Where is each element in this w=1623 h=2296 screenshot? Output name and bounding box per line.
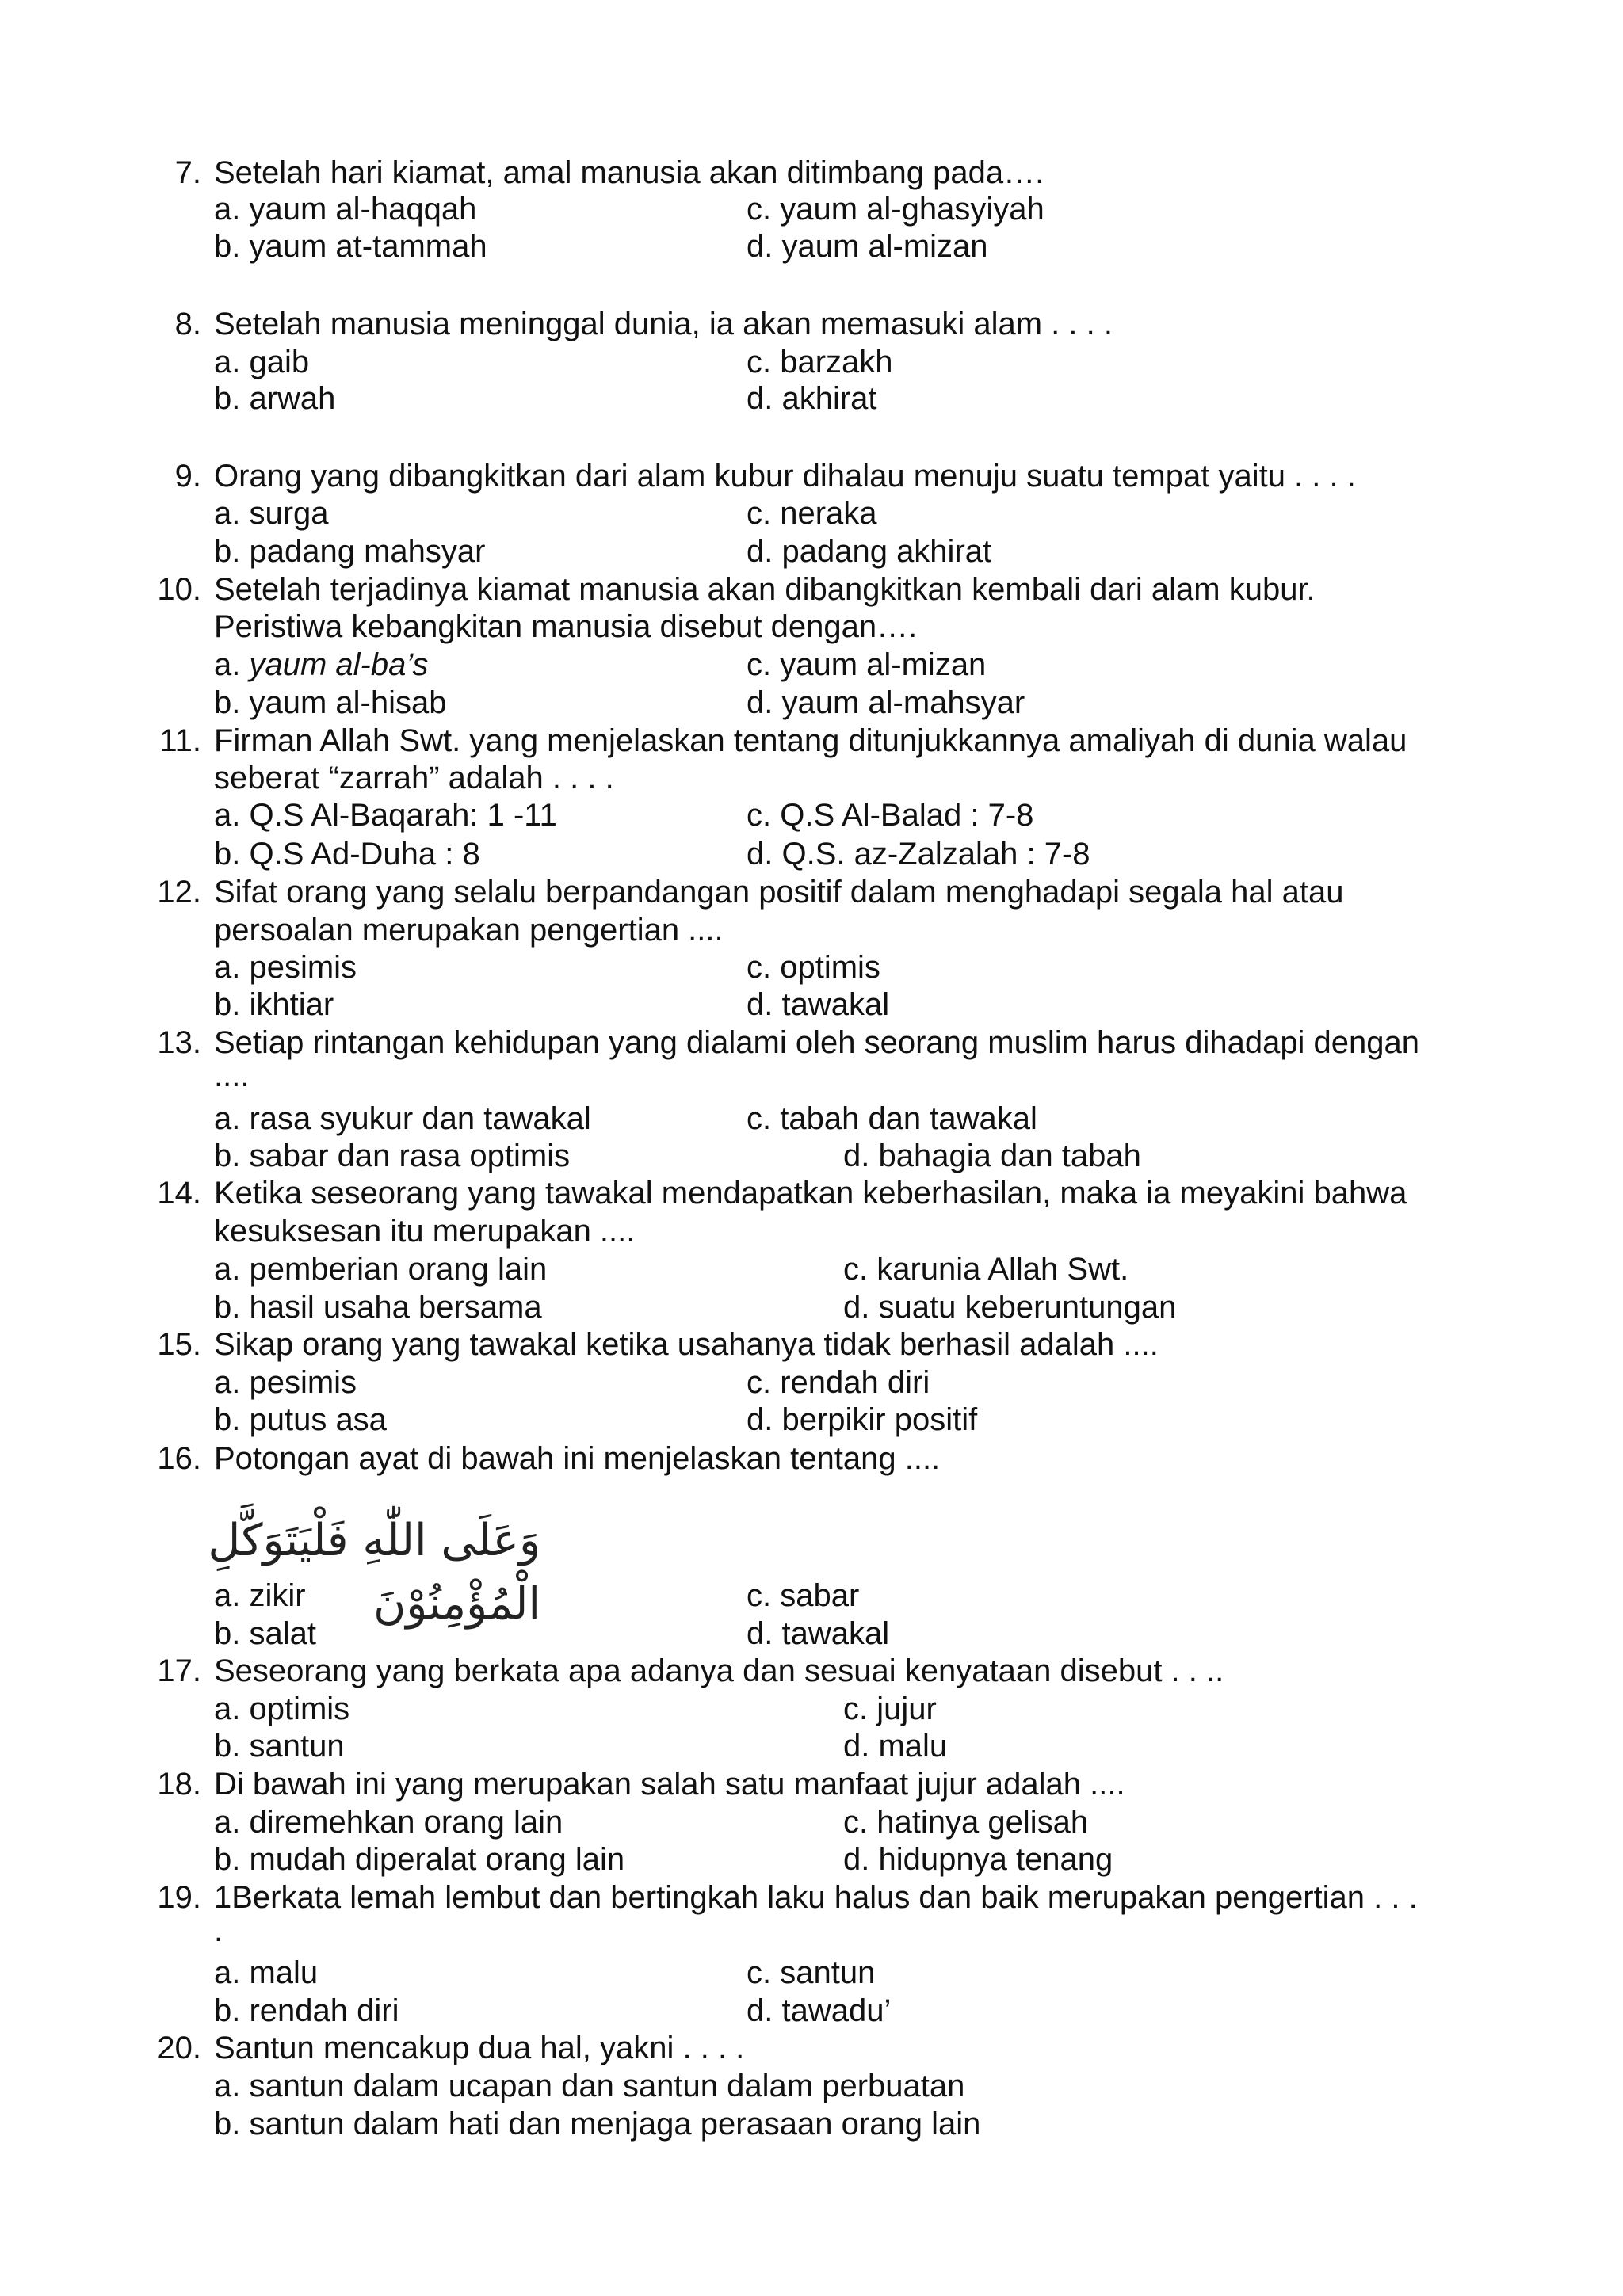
option-c: c. yaum al-mizan	[747, 647, 987, 682]
option-c: c. rendah diri	[747, 1365, 930, 1400]
option-d: d. tawakal	[747, 1616, 890, 1651]
question-number: 16.	[157, 1441, 201, 1476]
question-number: 7.	[174, 155, 201, 190]
option-a: a. surga	[214, 496, 329, 531]
option-c: c. santun	[747, 1955, 876, 1990]
option-d: d. yaum al-mahsyar	[747, 685, 1025, 720]
question-stem: Seseorang yang berkata apa adanya dan sesuai kenyataan disebut . . ..	[214, 1653, 1224, 1688]
option-b: b. yaum al-hisab	[214, 685, 447, 720]
option-a: a. santun dalam ucapan dan santun dalam perbuatan	[214, 2069, 965, 2103]
option-text: yaum al-ba’s	[249, 647, 429, 682]
question-stem: Sikap orang yang tawakal ketika usahanya tidak berhasil adalah ....	[214, 1327, 1159, 1362]
option-c: c. barzakh	[747, 345, 893, 379]
option-c: c. karunia Allah Swt.	[843, 1252, 1129, 1287]
question-number: 17.	[157, 1653, 201, 1688]
option-a: a. gaib	[214, 345, 310, 379]
question-stem: Setiap rintangan kehidupan yang dialami oleh seorang muslim harus dihadapi dengan	[214, 1025, 1420, 1060]
question-number: 20.	[157, 2031, 201, 2065]
option-d: d. suatu keberuntungan	[843, 1290, 1177, 1325]
question-number: 13.	[157, 1025, 201, 1060]
question-number: 12.	[157, 875, 201, 910]
option-d: d. berpikir positif	[747, 1402, 978, 1437]
question-number: 15.	[157, 1327, 201, 1362]
option-b: b. rendah diri	[214, 1993, 399, 2028]
option-a: a. pesimis	[214, 950, 357, 985]
option-b: b. hasil usaha bersama	[214, 1290, 542, 1325]
option-c: c. neraka	[747, 496, 877, 531]
question-number: 8.	[174, 307, 201, 341]
question-stem: Sifat orang yang selalu berpandangan positif dalam menghadapi segala hal atau	[214, 875, 1344, 910]
option-d: d. yaum al-mizan	[747, 229, 988, 264]
option-b: b. padang mahsyar	[214, 534, 486, 569]
option-a: a. yaum al-haqqah	[214, 192, 477, 227]
option-c: c. sabar	[747, 1578, 860, 1613]
option-b: b. santun dalam hati dan menjaga perasaan orang lain	[214, 2107, 981, 2142]
question-stem: kesuksesan itu merupakan ....	[214, 1214, 636, 1249]
question-number: 10.	[157, 572, 201, 607]
option-a: a. optimis	[214, 1691, 350, 1726]
option-c: c. jujur	[843, 1691, 937, 1726]
option-a: a. diremehkan orang lain	[214, 1805, 563, 1840]
question-stem: .	[214, 1913, 223, 1948]
option-d: d. tawakal	[747, 987, 890, 1022]
option-d: d. tawadu’	[747, 1993, 892, 2028]
option-d: d. padang akhirat	[747, 534, 992, 569]
option-d: d. akhirat	[747, 381, 877, 416]
option-a	[214, 646, 429, 684]
option-b: b. Q.S Ad-Duha : 8	[214, 837, 480, 871]
option-b: b. yaum at-tammah	[214, 229, 487, 264]
question-number: 19.	[157, 1880, 201, 1915]
option-b: b. putus asa	[214, 1402, 387, 1437]
question-number: 18.	[157, 1767, 201, 1802]
question-stem: Potongan ayat di bawah ini menjelaskan tentang ....	[214, 1441, 941, 1476]
option-a: a. malu	[214, 1955, 319, 1990]
question-stem: Setelah hari kiamat, amal manusia akan ditimbang pada….	[214, 155, 1044, 190]
option-d: d. Q.S. az-Zalzalah : 7-8	[747, 837, 1090, 871]
question-stem: Orang yang dibangkitkan dari alam kubur dihalau menuju suatu tempat yaitu . . . .	[214, 459, 1356, 494]
option-d: d. hidupnya tenang	[843, 1842, 1113, 1877]
arabic-verse-image: وَعَلَى اللّٰهِ فَلْيَتَوَكَّلِ الْمُؤْمِنُوْنَ	[208, 1515, 540, 1630]
question-stem: Peristiwa kebangkitan manusia disebut dengan….	[214, 609, 918, 644]
option-prefix: a.	[214, 647, 250, 682]
question-stem: Setelah terjadinya kiamat manusia akan dibangkitkan kembali dari alam kubur.	[214, 572, 1316, 607]
option-b: b. santun	[214, 1729, 345, 1764]
question-stem: persoalan merupakan pengertian ....	[214, 913, 724, 948]
option-a: a. pemberian orang lain	[214, 1252, 548, 1287]
question-stem: Di bawah ini yang merupakan salah satu manfaat jujur adalah ....	[214, 1767, 1125, 1802]
question-stem: 1Berkata lemah lembut dan bertingkah laku halus dan baik merupakan pengertian . . .	[214, 1880, 1418, 1915]
option-c: c. Q.S Al-Balad : 7-8	[747, 798, 1034, 833]
option-b: b. arwah	[214, 381, 336, 416]
question-stem: seberat “zarrah” adalah . . . .	[214, 761, 614, 795]
question-stem: Santun mencakup dua hal, yakni . . . .	[214, 2031, 745, 2065]
question-number: 11.	[159, 723, 201, 758]
option-a: a. rasa syukur dan tawakal	[214, 1101, 591, 1136]
option-b: b. sabar dan rasa optimis	[214, 1138, 571, 1173]
option-c: c. yaum al-ghasyiyah	[747, 192, 1044, 227]
question-stem: Firman Allah Swt. yang menjelaskan tentang ditunjukkannya amaliyah di dunia walau	[214, 723, 1407, 758]
option-c: c. hatinya gelisah	[843, 1805, 1089, 1840]
option-b: b. mudah diperalat orang lain	[214, 1842, 625, 1877]
option-b: b. salat	[214, 1616, 316, 1651]
option-b: b. ikhtiar	[214, 987, 334, 1022]
option-d: d. bahagia dan tabah	[843, 1138, 1141, 1173]
option-c: c. optimis	[747, 950, 880, 985]
question-number: 9.	[174, 459, 201, 494]
option-a: a. pesimis	[214, 1365, 357, 1400]
option-a: a. zikir	[214, 1578, 306, 1613]
question-number: 14.	[157, 1176, 201, 1211]
option-d: d. malu	[843, 1729, 948, 1764]
question-stem: Ketika seseorang yang tawakal mendapatkan keberhasilan, maka ia meyakini bahwa	[214, 1176, 1407, 1211]
option-c: c. tabah dan tawakal	[747, 1101, 1037, 1136]
question-stem: Setelah manusia meninggal dunia, ia akan memasuki alam . . . .	[214, 307, 1113, 341]
question-stem: ....	[214, 1058, 250, 1093]
option-a: a. Q.S Al-Baqarah: 1 -11	[214, 798, 557, 833]
